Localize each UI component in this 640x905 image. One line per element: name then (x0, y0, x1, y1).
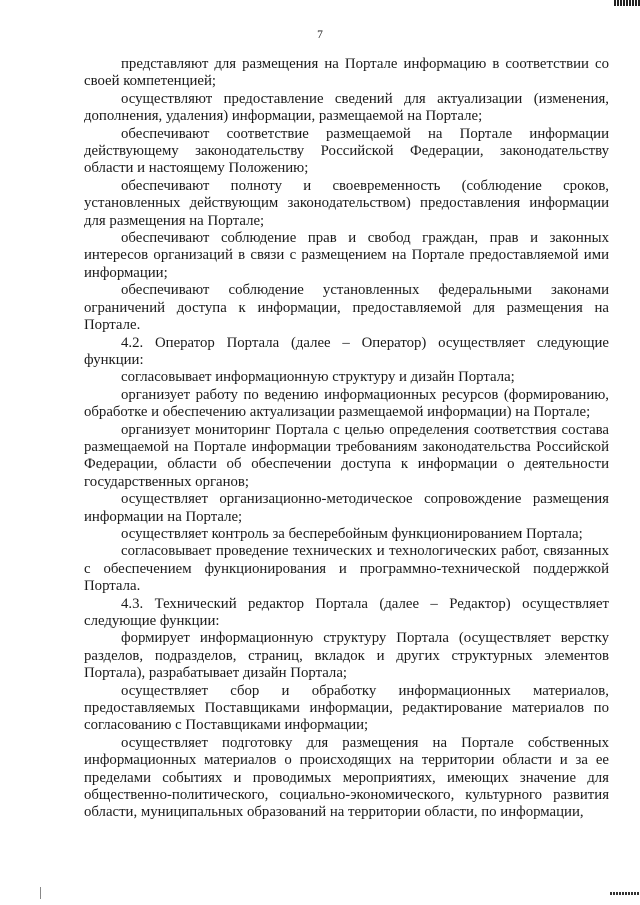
paragraph: обеспечивают соблюдение прав и свобод граждан, прав и законных интересов организаций в связи с размещением на Портале предоставляемой ими информации; (84, 230, 609, 281)
paragraph: осуществляет подготовку для размещения на Портале собственных информационных материалов о происходящих на территории области и за ее пределами событиях и проводимых мероприятиях, имеющих значение для общественно-политического, социально-экономического, культурного развития области, муниципальных образований на территории области, по информации, (84, 734, 609, 821)
scan-mark-bottom (610, 892, 640, 895)
paragraph: представляют для размещения на Портале информацию в соответствии со своей компетенцией; (84, 56, 609, 90)
paragraph: осуществляет контроль за бесперебойным функционированием Портала; (121, 525, 583, 542)
scan-mark-top (614, 0, 640, 6)
page-number: 7 (317, 29, 323, 41)
section-heading-4-3: 4.3. Технический редактор Портала (далее – Редактор) осуществляет следующие функции: (84, 595, 609, 629)
paragraph: обеспечивают соответствие размещаемой на Портале информации действующему законодательству Российской Федерации, законодательству области и настоящему Положению; (84, 125, 609, 177)
section-heading-4-2: 4.2. Оператор Портала (далее – Оператор) осуществляет следующие функции: (84, 334, 609, 368)
paragraph: осуществляют предоставление сведений для актуализации (изменения, дополнения, удаления) информации, размещаемой на Портале; (84, 90, 609, 125)
paragraph: формирует информационную структуру Портала (осуществляет верстку разделов, подразделов, страниц, вкладок и других структурных элементов Портала), разрабатывает дизайн Портала; (84, 630, 609, 682)
paragraph: обеспечивают соблюдение установленных федеральными законами ограничений доступа к информации, предоставляемой для размещения на Портале. (84, 282, 609, 334)
paragraph: организует мониторинг Портала с целью определения соответствия состава размещаемой на Портале информации требованиям законодательства Российской Федерации, области об обеспечении доступа к информации о деятельности государственных органов; (84, 421, 609, 490)
paragraph: согласовывает проведение технических и технологических работ, связанных с обеспечением функционирования и программно-технической поддержкой Портала. (84, 543, 609, 595)
document-body (84, 56, 609, 822)
paragraph: осуществляет организационно-методическое сопровождение размещения информации на Портале; (84, 491, 609, 525)
scan-tick (40, 887, 41, 899)
paragraph: обеспечивают полноту и своевременность (соблюдение сроков, установленных действующим законодательством) предоставления информации для размещения на Портале; (84, 177, 609, 229)
paragraph: согласовывает информационную структуру и дизайн Портала; (121, 369, 515, 386)
paragraph: организует работу по ведению информационных ресурсов (формированию, обработке и обеспечению актуализации размещаемой информации) на Портале; (84, 386, 609, 421)
paragraph: осуществляет сбор и обработку информационных материалов, предоставляемых Поставщиками информации, редактирование материалов по согласованию с Поставщиками информации; (84, 682, 609, 734)
